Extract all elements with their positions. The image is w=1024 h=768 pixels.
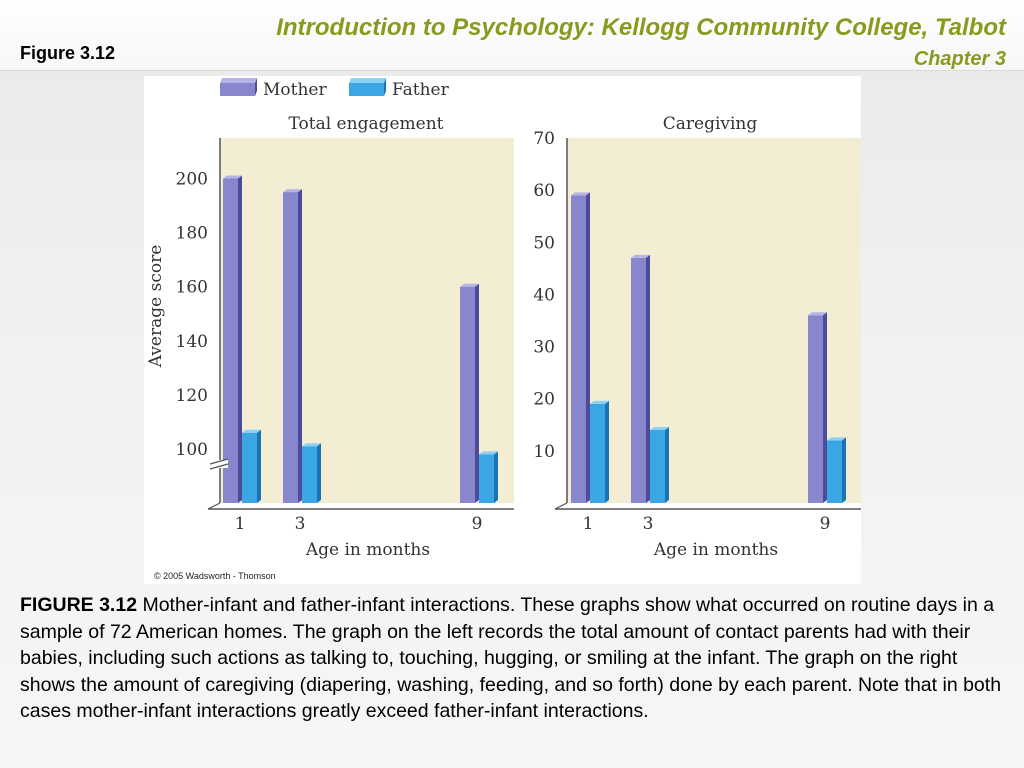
- legend-mother-swatch: [220, 78, 257, 96]
- y-tick-label: 60: [533, 181, 555, 202]
- chart-caregiving: [533, 114, 861, 560]
- y-tick-label: 140: [175, 331, 208, 352]
- legend-father-label: Father: [392, 80, 449, 100]
- y-tick-label: 50: [533, 233, 555, 254]
- x-axis-label: Age in months: [305, 540, 431, 560]
- bar-mother-9: [808, 312, 827, 503]
- chart-title: Total engagement: [288, 114, 444, 134]
- x-tick-label: 1: [234, 514, 246, 534]
- y-tick-label: 120: [175, 385, 208, 406]
- bar-mother-3: [631, 255, 650, 503]
- x-tick-label: 3: [642, 514, 654, 534]
- bar-father-1: [242, 430, 261, 503]
- y-axis-label: Average score: [146, 244, 166, 368]
- legend-father-swatch: [349, 78, 386, 96]
- y-tick-label: 10: [533, 441, 555, 462]
- x-axis-depth: [555, 503, 567, 509]
- y-tick-label: 70: [533, 129, 555, 149]
- legend: [220, 78, 450, 100]
- figure-panel: [144, 76, 861, 584]
- chart-title: Caregiving: [662, 114, 758, 134]
- y-tick-label: 40: [533, 285, 555, 306]
- figure-caption: [20, 592, 1010, 725]
- slide-header: [0, 0, 1024, 71]
- caption-label: FIGURE 3.12: [20, 594, 138, 616]
- x-axis-label: Age in months: [653, 540, 779, 560]
- chart-total-engagement: [146, 114, 514, 560]
- course-title: Introduction to Psychology: Kellogg Community College, Talbot: [276, 14, 1006, 41]
- x-tick-label: 3: [294, 514, 306, 534]
- x-axis-depth: [208, 503, 220, 509]
- x-tick-label: 1: [582, 514, 594, 534]
- y-tick-label: 100: [175, 439, 208, 460]
- bar-mother-9: [460, 284, 479, 503]
- x-tick-labels: [583, 514, 831, 534]
- bar-father-9: [827, 437, 846, 503]
- y-tick-label: 200: [175, 169, 208, 190]
- bar-charts: [144, 76, 861, 584]
- bar-father-3: [302, 443, 321, 503]
- legend-mother-label: Mother: [263, 80, 327, 100]
- y-tick-label: 160: [175, 277, 208, 298]
- bar-father-3: [650, 427, 669, 503]
- bar-mother-3: [283, 189, 302, 503]
- figure-label: Figure 3.12: [20, 43, 116, 63]
- x-tick-label: 9: [471, 514, 483, 534]
- y-ticks: [533, 129, 555, 462]
- copyright-notice: © 2005 Wadsworth - Thomson: [154, 571, 276, 581]
- y-tick-label: 30: [533, 337, 555, 358]
- bar-father-1: [590, 401, 609, 503]
- bar-mother-1: [571, 192, 590, 503]
- bar-mother-1: [223, 176, 242, 503]
- x-tick-label: 9: [819, 514, 831, 534]
- y-ticks: [176, 170, 208, 460]
- y-tick-label: 180: [175, 223, 208, 244]
- caption-text: Mother-infant and father-infant interactions. These graphs show what occurred on routine days in a sample of 72 American homes. The graph on the left records the total amount of contact parents had with their babies, including such actions as talking to, touching, hugging, or smiling at the infant. The graph on the right shows the amount of caregiving (diapering, washing, feeding, and so forth) done by each parent. Note that in both cases mother-infant interactions greatly exceed father-infant interactions.: [20, 594, 1002, 722]
- chapter-label: Chapter 3: [913, 48, 1006, 70]
- bar-father-9: [479, 451, 498, 503]
- y-tick-label: 20: [533, 389, 555, 410]
- x-tick-labels: [235, 514, 483, 534]
- axis-break: [210, 459, 228, 469]
